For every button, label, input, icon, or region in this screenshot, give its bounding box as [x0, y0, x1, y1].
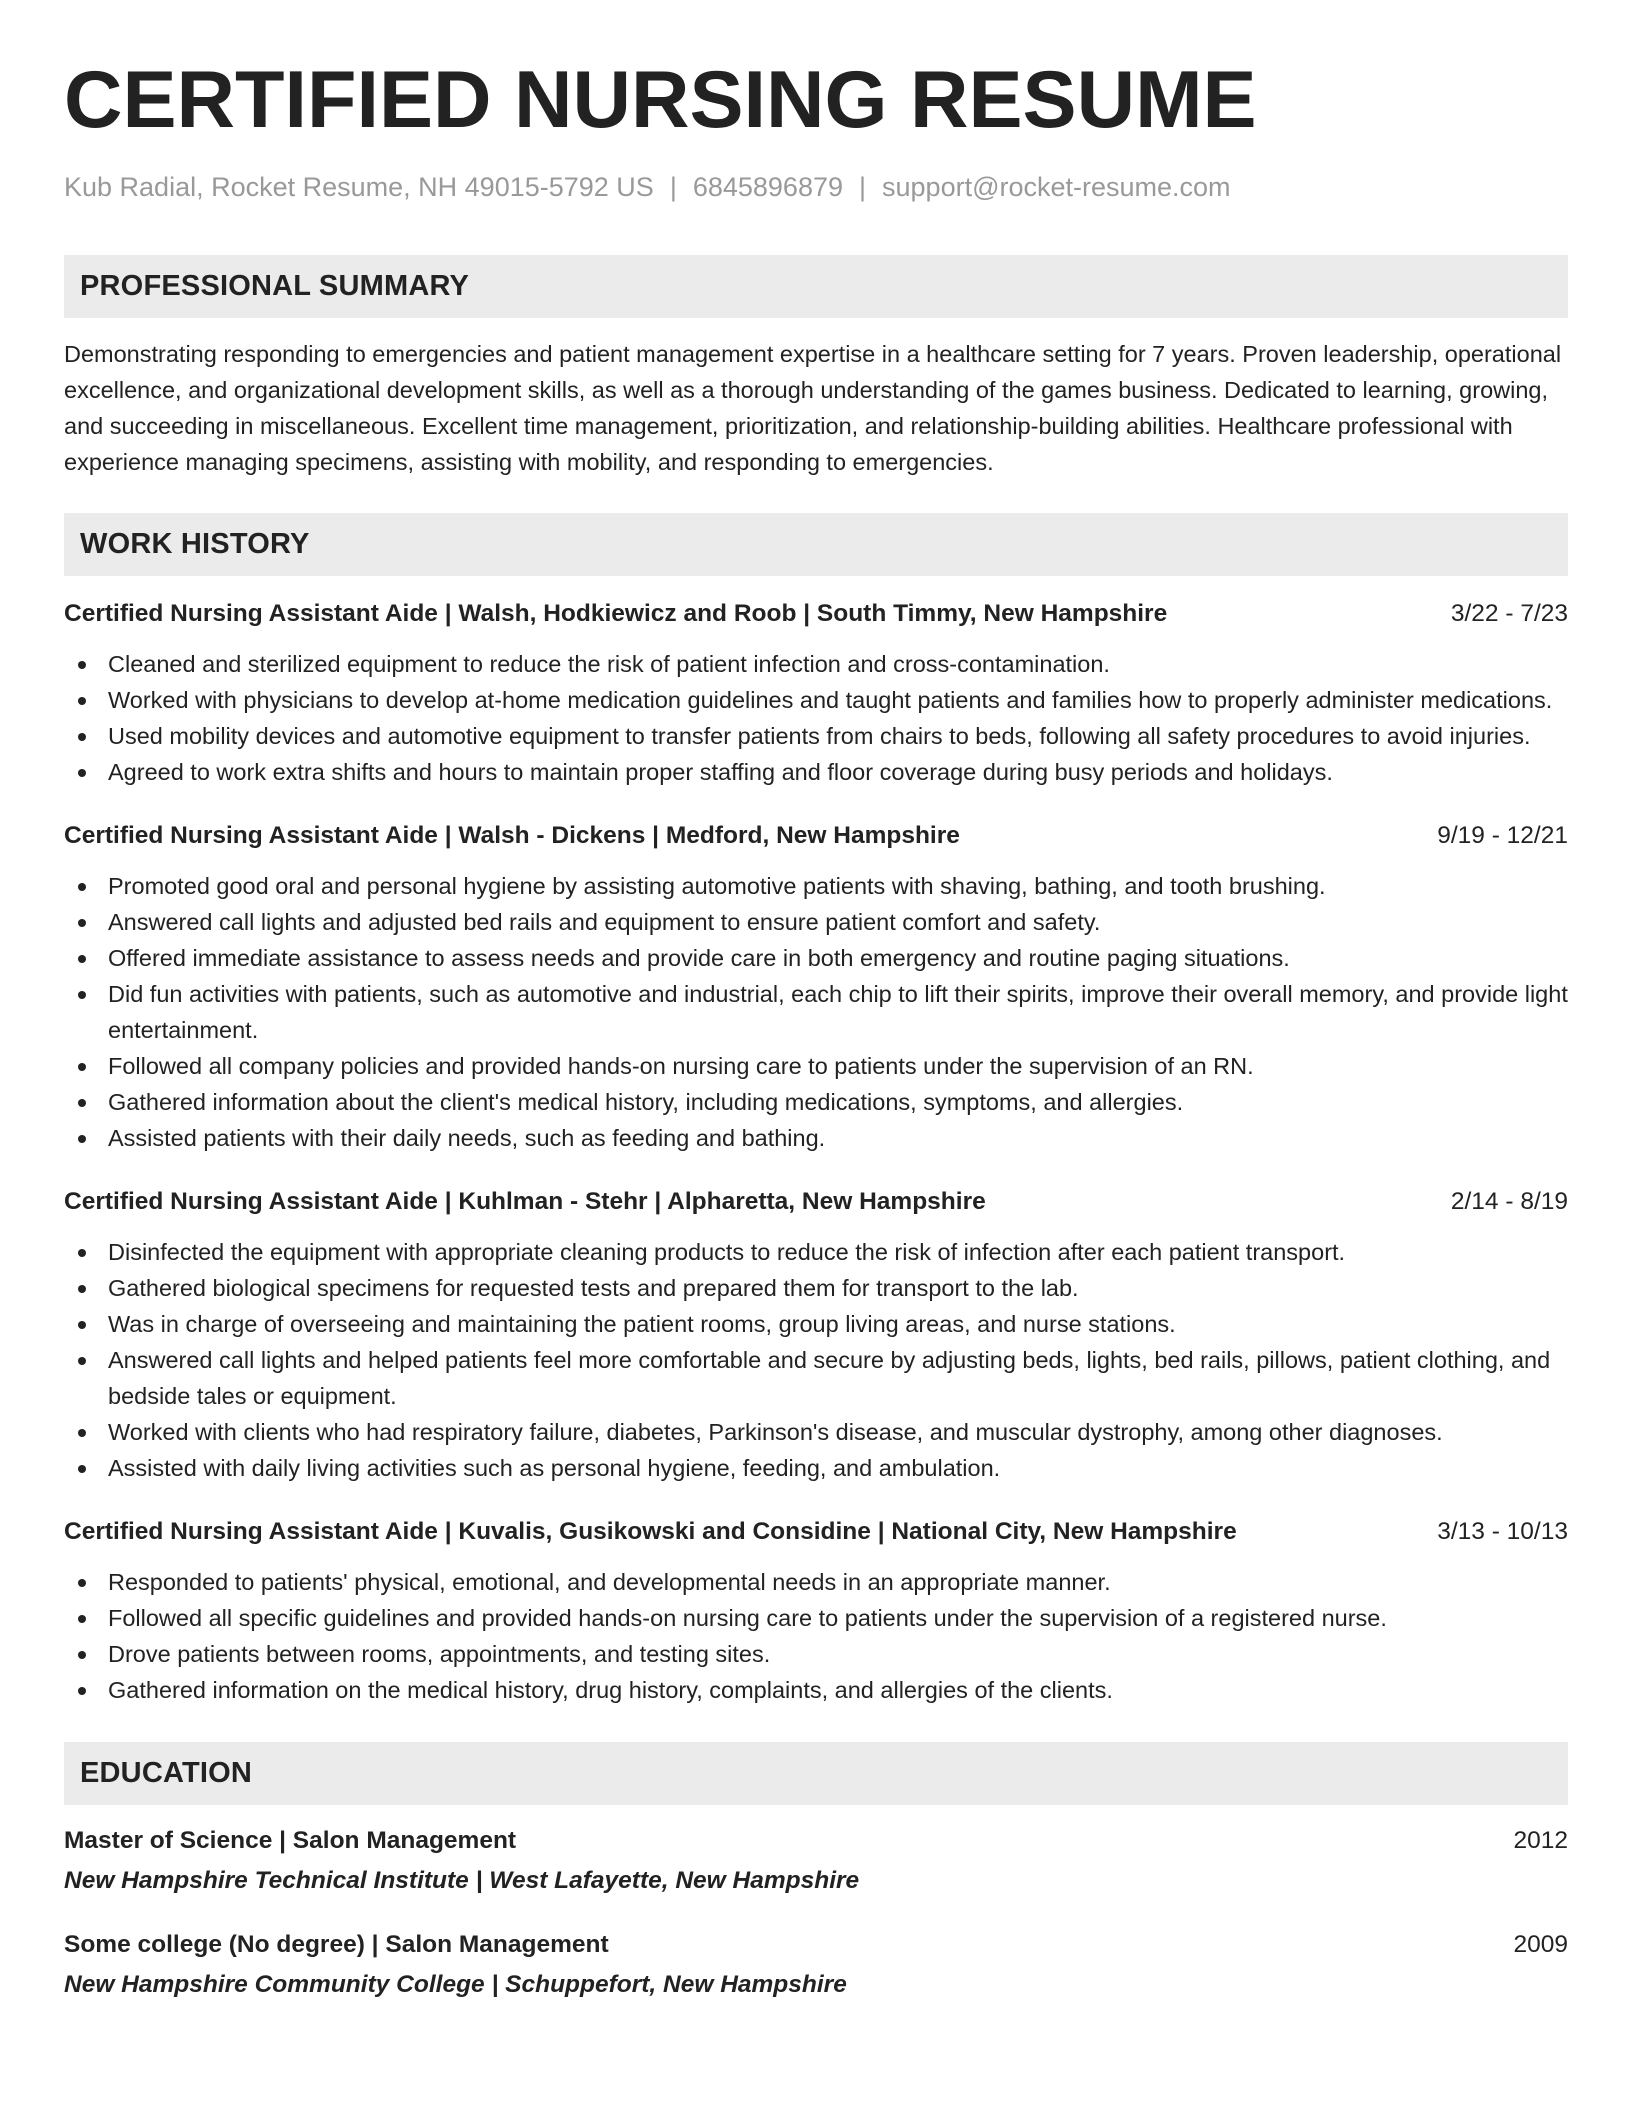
bullet-dot-icon: [78, 697, 86, 705]
job-bullet-item: [64, 646, 1568, 682]
job-bullet-text: Promoted good oral and personal hygiene by assisting automotive patients with shaving, bathing, and tooth brushing.: [108, 873, 1326, 900]
job-dates: 2/14 - 8/19: [1450, 1188, 1568, 1216]
summary-text: Demonstrating responding to emergencies and patient management expertise in a healthcare setting for 7 years. Proven leadership, operational excellence, and organizational development skills, as well as a thorough understanding of the games business. Dedicated to learning, growing, and succeeding in miscellaneous. Excellent time management, prioritization, and relationship-building abilities. Healthcare professional with experience managing specimens, assisting with mobility, and responding to emergencies.: [64, 341, 1562, 476]
section-header-work-history: WORK HISTORY: [64, 513, 1568, 576]
contact-phone: 6845896879: [692, 172, 843, 202]
job-title: Certified Nursing Assistant Aide | Walsh, Hodkiewicz and Roob | South Timmy, New Hampshire: [64, 600, 1168, 628]
job-entry: [64, 1184, 1568, 1486]
section-header-summary: PROFESSIONAL SUMMARY: [64, 255, 1568, 318]
education-year: 2009: [1513, 1931, 1568, 1959]
bullet-dot-icon: [78, 991, 86, 999]
bullet-dot-icon: [78, 733, 86, 741]
job-bullet-list: [64, 868, 1568, 1156]
job-bullet-text: Cleaned and sterilized equipment to reduce the risk of patient infection and cross-contamination.: [108, 651, 1110, 678]
bullet-dot-icon: [78, 955, 86, 963]
bullet-dot-icon: [78, 1357, 86, 1365]
bullet-dot-icon: [78, 1465, 86, 1473]
section-header-education: EDUCATION: [64, 1742, 1568, 1805]
job-bullet-item: [64, 682, 1568, 718]
job-title: Certified Nursing Assistant Aide | Kuhlman - Stehr | Alpharetta, New Hampshire: [64, 1188, 986, 1216]
job-bullet-item: [64, 940, 1568, 976]
bullet-dot-icon: [78, 1249, 86, 1257]
bullet-dot-icon: [78, 919, 86, 927]
job-bullet-item: [64, 1564, 1568, 1600]
job-header: [64, 818, 1568, 854]
education-degree: Master of Science | Salon Management: [64, 1827, 517, 1855]
education-degree: Some college (No degree) | Salon Management: [64, 1931, 609, 1959]
resume-title: CERTIFIED NURSING RESUME: [64, 55, 1257, 145]
job-bullet-text: Used mobility devices and automotive equipment to transfer patients from chairs to beds, following all safety procedures to avoid injuries.: [108, 723, 1531, 750]
job-bullet-text: Assisted with daily living activities such as personal hygiene, feeding, and ambulation.: [108, 1455, 1001, 1482]
contact-line: [64, 171, 1568, 203]
job-bullet-list: [64, 1234, 1568, 1486]
job-bullet-text: Was in charge of overseeing and maintaining the patient rooms, group living areas, and nurse stations.: [108, 1311, 1176, 1338]
education-entry: [64, 1927, 1568, 2003]
job-bullet-item: [64, 976, 1568, 1048]
job-bullet-item: [64, 754, 1568, 790]
job-bullet-text: Answered call lights and adjusted bed rails and equipment to ensure patient comfort and safety.: [108, 909, 1101, 936]
job-bullet-item: [64, 1636, 1568, 1672]
job-bullet-item: [64, 1048, 1568, 1084]
job-header: [64, 1184, 1568, 1220]
job-bullet-list: [64, 1564, 1568, 1708]
job-bullet-item: [64, 1672, 1568, 1708]
job-bullet-item: [64, 1234, 1568, 1270]
job-bullet-item: [64, 904, 1568, 940]
job-bullet-item: [64, 1084, 1568, 1120]
job-dates: 3/13 - 10/13: [1437, 1518, 1568, 1546]
job-bullet-item: [64, 1414, 1568, 1450]
bullet-dot-icon: [78, 1579, 86, 1587]
bullet-dot-icon: [78, 1099, 86, 1107]
education-list: [64, 1823, 1568, 2003]
education-header: [64, 1927, 1568, 1963]
job-entry: [64, 818, 1568, 1156]
education-year: 2012: [1513, 1827, 1568, 1855]
job-entry: [64, 596, 1568, 790]
job-bullet-item: [64, 1120, 1568, 1156]
education-header: [64, 1823, 1568, 1859]
job-bullet-text: Did fun activities with patients, such as automotive and industrial, each chip to lift their spirits, improve their overall memory, and provide light entertainment.: [108, 981, 1568, 1044]
job-bullet-item: [64, 1450, 1568, 1486]
job-bullet-text: Worked with clients who had respiratory failure, diabetes, Parkinson's disease, and muscular dystrophy, among other diagnoses.: [108, 1419, 1443, 1446]
bullet-dot-icon: [78, 769, 86, 777]
job-bullet-item: [64, 718, 1568, 754]
job-bullet-text: Answered call lights and helped patients feel more comfortable and secure by adjusting beds, lights, bed rails, pillows, patient clothing, and bedside tales or equipment.: [108, 1347, 1551, 1410]
job-bullet-text: Followed all specific guidelines and provided hands-on nursing care to patients under the supervision of a registered nurse.: [108, 1605, 1387, 1632]
education-school: New Hampshire Community College | Schuppefort, New Hampshire: [64, 1971, 847, 1999]
contact-separator: |: [859, 172, 867, 202]
job-bullet-text: Disinfected the equipment with appropriate cleaning products to reduce the risk of infection after each patient transport.: [108, 1239, 1346, 1266]
bullet-dot-icon: [78, 883, 86, 891]
job-bullet-text: Agreed to work extra shifts and hours to maintain proper staffing and floor coverage during busy periods and holidays.: [108, 759, 1333, 786]
job-bullet-text: Followed all company policies and provided hands-on nursing care to patients under the supervision of an RN.: [108, 1053, 1254, 1080]
job-bullet-text: Gathered biological specimens for requested tests and prepared them for transport to the lab.: [108, 1275, 1079, 1302]
job-dates: 3/22 - 7/23: [1450, 600, 1568, 628]
job-bullet-text: Offered immediate assistance to assess needs and provide care in both emergency and routine paging situations.: [108, 945, 1290, 972]
bullet-dot-icon: [78, 1615, 86, 1623]
bullet-dot-icon: [78, 661, 86, 669]
job-title: Certified Nursing Assistant Aide | Walsh - Dickens | Medford, New Hampshire: [64, 822, 960, 850]
job-header: [64, 596, 1568, 632]
job-header: [64, 1514, 1568, 1550]
contact-address: Kub Radial, Rocket Resume, NH 49015-5792 US: [64, 172, 654, 202]
job-bullet-text: Drove patients between rooms, appointments, and testing sites.: [108, 1641, 771, 1668]
job-bullet-text: Gathered information on the medical history, drug history, complaints, and allergies of the clients.: [108, 1677, 1113, 1704]
bullet-dot-icon: [78, 1135, 86, 1143]
job-bullet-text: Worked with physicians to develop at-home medication guidelines and taught patients and families how to properly administer medications.: [108, 687, 1553, 714]
job-bullet-text: Assisted patients with their daily needs, such as feeding and bathing.: [108, 1125, 826, 1152]
job-bullet-item: [64, 1600, 1568, 1636]
job-title: Certified Nursing Assistant Aide | Kuvalis, Gusikowski and Considine | National City, New Hampshire: [64, 1518, 1237, 1546]
job-dates: 9/19 - 12/21: [1437, 822, 1568, 850]
contact-separator: |: [669, 172, 677, 202]
job-entry: [64, 1514, 1568, 1708]
job-bullet-item: [64, 868, 1568, 904]
bullet-dot-icon: [78, 1321, 86, 1329]
job-bullet-item: [64, 1342, 1568, 1414]
bullet-dot-icon: [78, 1687, 86, 1695]
education-school: New Hampshire Technical Institute | West Lafayette, New Hampshire: [64, 1867, 860, 1895]
bullet-dot-icon: [78, 1429, 86, 1437]
job-bullet-list: [64, 646, 1568, 790]
job-bullet-text: Gathered information about the client's medical history, including medications, symptoms, and allergies.: [108, 1089, 1184, 1116]
job-bullet-item: [64, 1306, 1568, 1342]
job-bullet-text: Responded to patients' physical, emotional, and developmental needs in an appropriate manner.: [108, 1569, 1111, 1596]
contact-email: support@rocket-resume.com: [882, 172, 1231, 202]
work-history-list: [64, 596, 1568, 1708]
bullet-dot-icon: [78, 1063, 86, 1071]
education-entry: [64, 1823, 1568, 1899]
job-bullet-item: [64, 1270, 1568, 1306]
bullet-dot-icon: [78, 1285, 86, 1293]
bullet-dot-icon: [78, 1651, 86, 1659]
